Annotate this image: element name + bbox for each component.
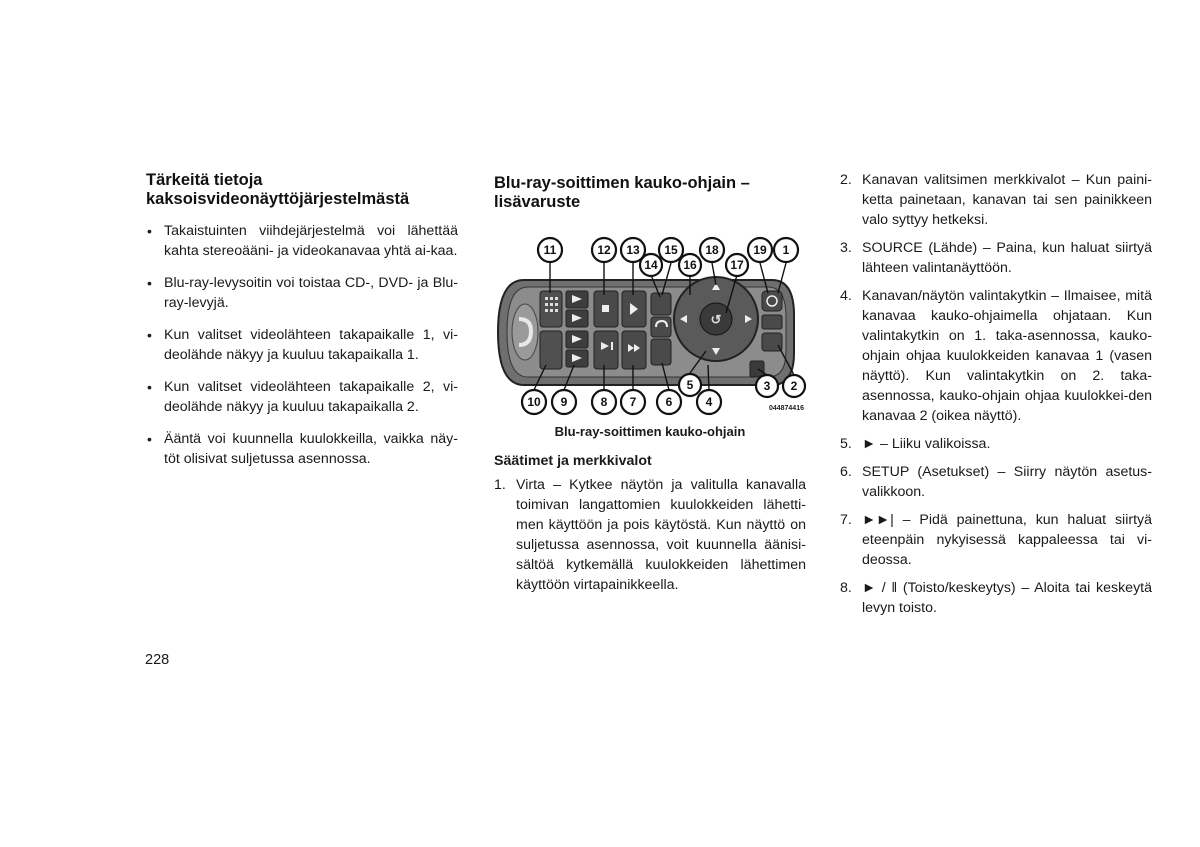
callout-15: [659, 238, 683, 262]
callout-9: [552, 390, 576, 414]
svg-text:3: 3: [763, 379, 771, 393]
svg-text:↺: ↺: [710, 312, 722, 327]
svg-text:10: 10: [527, 395, 541, 409]
remote-control-figure: [494, 235, 810, 417]
callout-7: [621, 390, 645, 414]
callout-19: [748, 238, 772, 262]
power-button[interactable]: [762, 291, 782, 311]
figure-caption: Blu-ray-soittimen kauko-ohjain: [554, 424, 746, 439]
navigation-pad[interactable]: [674, 277, 758, 361]
control-item: 3. SOURCE (Lähde) – Paina, kun haluat siirtyä lähteen valintanäyttöön.: [840, 240, 1152, 276]
callout-4: [697, 390, 721, 414]
control-item: 7. ►►| – Pidä painettuna, kun haluat siirtyä eteenpäin nykyisessä kappaleessa tai vi-deossa.: [840, 512, 1152, 568]
play-pause-button[interactable]: [594, 331, 618, 369]
mode-button[interactable]: [540, 331, 562, 369]
svg-text:6: 6: [665, 395, 673, 409]
svg-text:18: 18: [705, 243, 719, 257]
bullet-item: • Blu-ray-levysoitin voi toistaa CD-, DVD- ja Blu-ray-levyjä.: [146, 273, 458, 313]
callout-2: [783, 375, 805, 397]
controls-list-middle: [494, 475, 806, 603]
info-bullet-list: [146, 221, 458, 481]
control-item: 2. Kanavan valitsimen merkkivalot – Kun paini-ketta painetaan, kanavan tai sen painikkeen valo syttyy hetkeksi.: [840, 172, 1152, 228]
control-item: 4. Kanavan/näytön valintakytkin – Ilmaisee, mitä kanavaa kauko-ohjaimella ohjataan. Kun valintakytkin on 1. taka-asennossa, kauko-ohjain ohjaa kuulokkeiden kanavaa 1 (vasen näyttö). Kun valintakytkin on 2. taka-asennossa, kauko-ohjain ohjaa kuulokkei-den kanavaa 2 (oikea näyttö).: [840, 288, 1152, 424]
svg-text:1: 1: [782, 243, 790, 257]
menu-button[interactable]: [651, 293, 671, 315]
svg-text:4: 4: [705, 395, 713, 409]
svg-text:7: 7: [629, 395, 637, 409]
svg-text:14: 14: [644, 258, 658, 272]
svg-text:2: 2: [790, 379, 798, 393]
control-item: 5. ► – Liiku valikoissa.: [840, 436, 991, 452]
bullet-item: • Takaistuinten viihdejärjestelmä voi lähettää kahta stereoääni- ja videokanavaa yhtä ai-kaa.: [146, 221, 458, 261]
callout-6: [657, 390, 681, 414]
channel-selector-switch[interactable]: [750, 361, 764, 377]
svg-text:12: 12: [597, 243, 611, 257]
callout-12: [592, 238, 616, 262]
channel-indicator: [762, 315, 782, 329]
bullet-item: • Kun valitset videolähteen takapaikalle 1, vi-deolähde näkyy ja kuuluu takapaikalla 1.: [146, 325, 458, 365]
callout-11: [538, 238, 562, 262]
stop-icon: [602, 305, 609, 312]
callout-17: [726, 254, 748, 276]
setup-button[interactable]: [651, 339, 671, 365]
svg-text:17: 17: [730, 258, 744, 272]
controls-list-right: [840, 170, 1152, 626]
svg-text:8: 8: [600, 395, 608, 409]
figure-image-code: 044874416: [768, 405, 804, 412]
callout-16: [679, 254, 701, 276]
callout-5: [679, 374, 701, 396]
page-number: 228: [145, 652, 170, 668]
section-heading-remote: Blu-ray-soittimen kauko-ohjain – lisävaruste: [494, 174, 750, 211]
callout-10: [522, 390, 546, 414]
callout-8: [592, 390, 616, 414]
svg-text:9: 9: [560, 395, 568, 409]
keypad-icon: [545, 297, 558, 312]
callout-18: [700, 238, 724, 262]
callout-1: [774, 238, 798, 262]
svg-text:11: 11: [543, 243, 557, 257]
controls-subheading: Säätimet ja merkkivalot: [494, 453, 652, 469]
control-item: 8. ► / ‖ (Toisto/keskeytys) – Aloita tai keskeytä levyn toisto.: [840, 580, 1152, 616]
control-item: 1. Virta – Kytkee näytön ja valitulla kanavalla toimivan langattomien kuulokkeiden lähetti-men käyttöön ja pois käytöstä. Kun näyttö on suljetussa asennossa, voit kuunnella äänisi-sältöä kytkemällä kuulokkeiden lähettimen käyttöön virtapainikkeella.: [494, 477, 806, 593]
bullet-item: • Ääntä voi kuunnella kuulokkeilla, vaikka näy-töt olisivat suljetussa asennossa.: [146, 429, 458, 469]
svg-text:15: 15: [664, 243, 678, 257]
svg-text:13: 13: [626, 243, 640, 257]
bullet-item: • Kun valitset videolähteen takapaikalle 2, vi-deolähde näkyy ja kuuluu takapaikalla 2.: [146, 377, 458, 417]
svg-text:16: 16: [683, 258, 697, 272]
callout-3: [756, 375, 778, 397]
logo-emblem: [512, 304, 538, 360]
section-heading-dual-video: Tärkeitä tietoja kaksoisvideonäyttöjärjestelmästä: [146, 171, 410, 208]
control-item: 6. SETUP (Asetukset) – Siirry näytön asetus-valikkoon.: [840, 464, 1152, 500]
svg-text:5: 5: [686, 378, 694, 392]
pause-icon: [611, 342, 613, 350]
callout-14: [640, 254, 662, 276]
svg-text:19: 19: [753, 243, 767, 257]
